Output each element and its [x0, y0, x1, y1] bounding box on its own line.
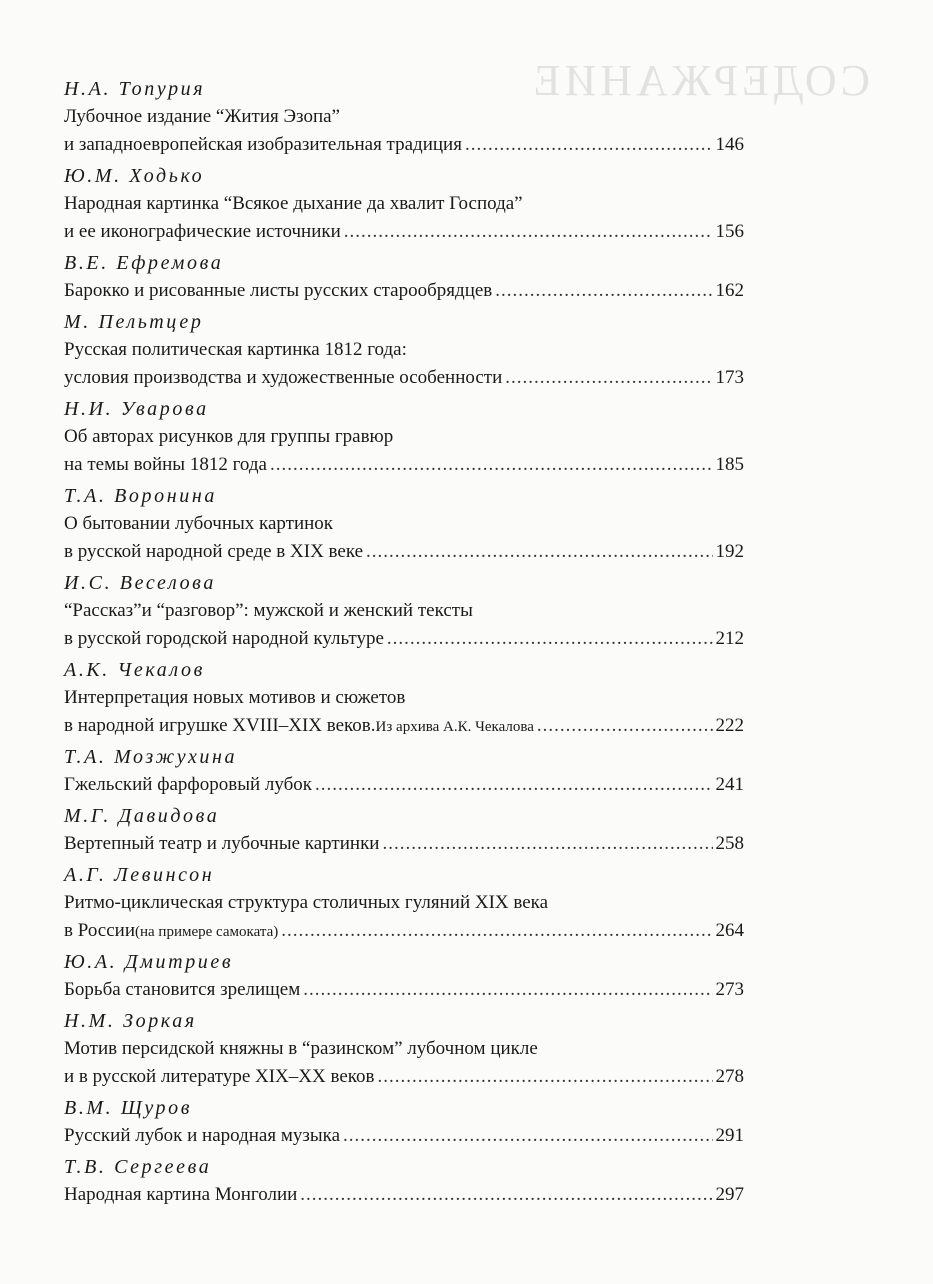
- entry-title-text: “Рассказ”и “разговор”: мужской и женский тексты: [64, 600, 473, 621]
- entry-author: М.Г. Давидова: [64, 805, 220, 827]
- toc-entry: [64, 743, 744, 799]
- entry-title-line: [64, 830, 744, 858]
- dot-leader: [382, 830, 712, 858]
- entry-title-line: [64, 451, 744, 479]
- page-number: 222: [715, 715, 744, 736]
- page-number: 264: [715, 920, 744, 941]
- entry-title-line: [64, 597, 744, 625]
- entry-author: Ю.А. Дмитриев: [64, 951, 234, 973]
- entry-title-text: в России: [64, 920, 135, 941]
- entry-title-text: Вертепный театр и лубочные картинки: [64, 833, 380, 854]
- entry-title-line: [64, 976, 744, 1004]
- entry-title-text: на темы войны 1812 года: [64, 454, 267, 475]
- entry-title-line: [64, 131, 744, 159]
- toc-entry: [64, 569, 744, 653]
- entry-title-line: [64, 625, 744, 653]
- page-number: 273: [715, 979, 744, 1000]
- entry-title-text: Лубочное издание “Жития Эзопа”: [64, 106, 340, 127]
- page-number: 192: [715, 541, 744, 562]
- toc-entry: [64, 75, 744, 159]
- dot-leader: [343, 1122, 712, 1150]
- entry-title-text: Ритмо-циклическая структура столичных гуляний XIX века: [64, 892, 549, 913]
- entry-title-text: условия производства и художественные особенности: [64, 367, 503, 388]
- entry-title-line: [64, 423, 744, 451]
- entry-author: А.К. Чекалов: [64, 659, 205, 681]
- toc-entry: [64, 308, 744, 392]
- entry-title-text: Народная картинка “Всякое дыхание да хвалит Господа”: [64, 193, 523, 214]
- entry-author: В.Е. Ефремова: [64, 252, 224, 274]
- entry-title-text: Об авторах рисунков для группы гравюр: [64, 426, 394, 447]
- entry-title-line: [64, 1063, 744, 1091]
- entry-title-text: Барокко и рисованные листы русских старообрядцев: [64, 280, 493, 301]
- toc-entry: [64, 802, 744, 858]
- dot-leader: [300, 1181, 712, 1209]
- page-number: 162: [715, 280, 744, 301]
- toc-entry: [64, 656, 744, 740]
- entry-title-text: Русский лубок и народная музыка: [64, 1125, 341, 1146]
- page-number: 291: [715, 1125, 744, 1146]
- entry-title-line: [64, 277, 744, 305]
- entry-title-text: и западноевропейская изобразительная традиция: [64, 134, 462, 155]
- entry-title-text: Гжельский фарфоровый лубок: [64, 774, 313, 795]
- entry-title-line: [64, 538, 744, 566]
- toc-entry: [64, 162, 744, 246]
- entry-title-line: [64, 771, 744, 799]
- dot-leader: [281, 917, 712, 945]
- dot-leader: [495, 277, 712, 305]
- dot-leader: [465, 131, 713, 159]
- entry-title-text: и ее иконографические источники: [64, 221, 341, 242]
- entry-author: В.М. Щуров: [64, 1097, 193, 1119]
- entry-title-line: [64, 103, 744, 131]
- entry-title-line: [64, 1035, 744, 1063]
- entry-note: Из архива А.К. Чекалова: [375, 719, 534, 735]
- entry-title-text: О бытовании лубочных картинок: [64, 513, 334, 534]
- dot-leader: [315, 771, 712, 799]
- entry-title-text: в русской народной среде в XIX веке: [64, 541, 364, 562]
- toc-entry: [64, 861, 744, 945]
- page-number: 258: [715, 833, 744, 854]
- entry-title-line: [64, 684, 744, 712]
- entry-title-text: Интерпретация новых мотивов и сюжетов: [64, 687, 406, 708]
- toc-entry: [64, 249, 744, 305]
- entry-note: (на примере самоката): [135, 924, 279, 940]
- dot-leader: [303, 976, 712, 1004]
- dot-leader: [387, 625, 713, 653]
- page-number: 212: [715, 628, 744, 649]
- dot-leader: [505, 364, 712, 392]
- ghost-title: СОДЕРЖАНИЕ: [529, 56, 870, 105]
- page-number: 241: [715, 774, 744, 795]
- toc-entry: [64, 1094, 744, 1150]
- dot-leader: [366, 538, 712, 566]
- entry-title-line: [64, 336, 744, 364]
- page-number: 173: [715, 367, 744, 388]
- entry-author: Т.А. Воронина: [64, 485, 217, 507]
- table-of-contents: [64, 72, 744, 1209]
- entry-author: Т.А. Мозжухина: [64, 746, 238, 768]
- entry-title-line: [64, 917, 744, 945]
- entry-author: Н.А. Топурия: [64, 78, 206, 100]
- entry-title-line: [64, 889, 744, 917]
- entry-title-text: в народной игрушке XVIII–XIX веков.: [64, 715, 376, 736]
- entry-title-line: [64, 218, 744, 246]
- page-number: 156: [715, 221, 744, 242]
- entry-title-line: [64, 364, 744, 392]
- entry-title-line: [64, 510, 744, 538]
- toc-entry: [64, 948, 744, 1004]
- toc-entry: [64, 482, 744, 566]
- toc-entry: [64, 395, 744, 479]
- entry-title-line: [64, 1122, 744, 1150]
- entry-author: Н.М. Зоркая: [64, 1010, 197, 1032]
- dot-leader: [378, 1063, 713, 1091]
- dot-leader: [537, 712, 713, 740]
- entry-title-text: Мотив персидской княжны в “разинском” лубочном цикле: [64, 1038, 538, 1059]
- entry-author: И.С. Веселова: [64, 572, 216, 594]
- entry-author: Т.В. Сергеева: [64, 1156, 212, 1178]
- page-number: 146: [715, 134, 744, 155]
- dot-leader: [344, 218, 713, 246]
- entry-author: А.Г. Левинсон: [64, 864, 215, 886]
- toc-entry: [64, 1007, 744, 1091]
- entry-title-line: [64, 1181, 744, 1209]
- page-number: 278: [715, 1066, 744, 1087]
- toc-entry: [64, 1153, 744, 1209]
- entry-author: М. Пельтцер: [64, 311, 204, 333]
- page-number: 297: [715, 1184, 744, 1205]
- dot-leader: [270, 451, 713, 479]
- entry-title-line: [64, 190, 744, 218]
- entry-title-text: Народная картина Монголии: [64, 1184, 298, 1205]
- page-number: 185: [715, 454, 744, 475]
- entry-title-line: [64, 712, 744, 740]
- entry-title-text: в русской городской народной культуре: [64, 628, 384, 649]
- entry-title-text: и в русской литературе XIX–XX веков: [64, 1066, 375, 1087]
- entry-title-text: Русская политическая картинка 1812 года:: [64, 339, 407, 360]
- entry-title-text: Борьба становится зрелищем: [64, 979, 301, 1000]
- entry-author: Н.И. Уварова: [64, 398, 209, 420]
- entry-author: Ю.М. Ходько: [64, 165, 205, 187]
